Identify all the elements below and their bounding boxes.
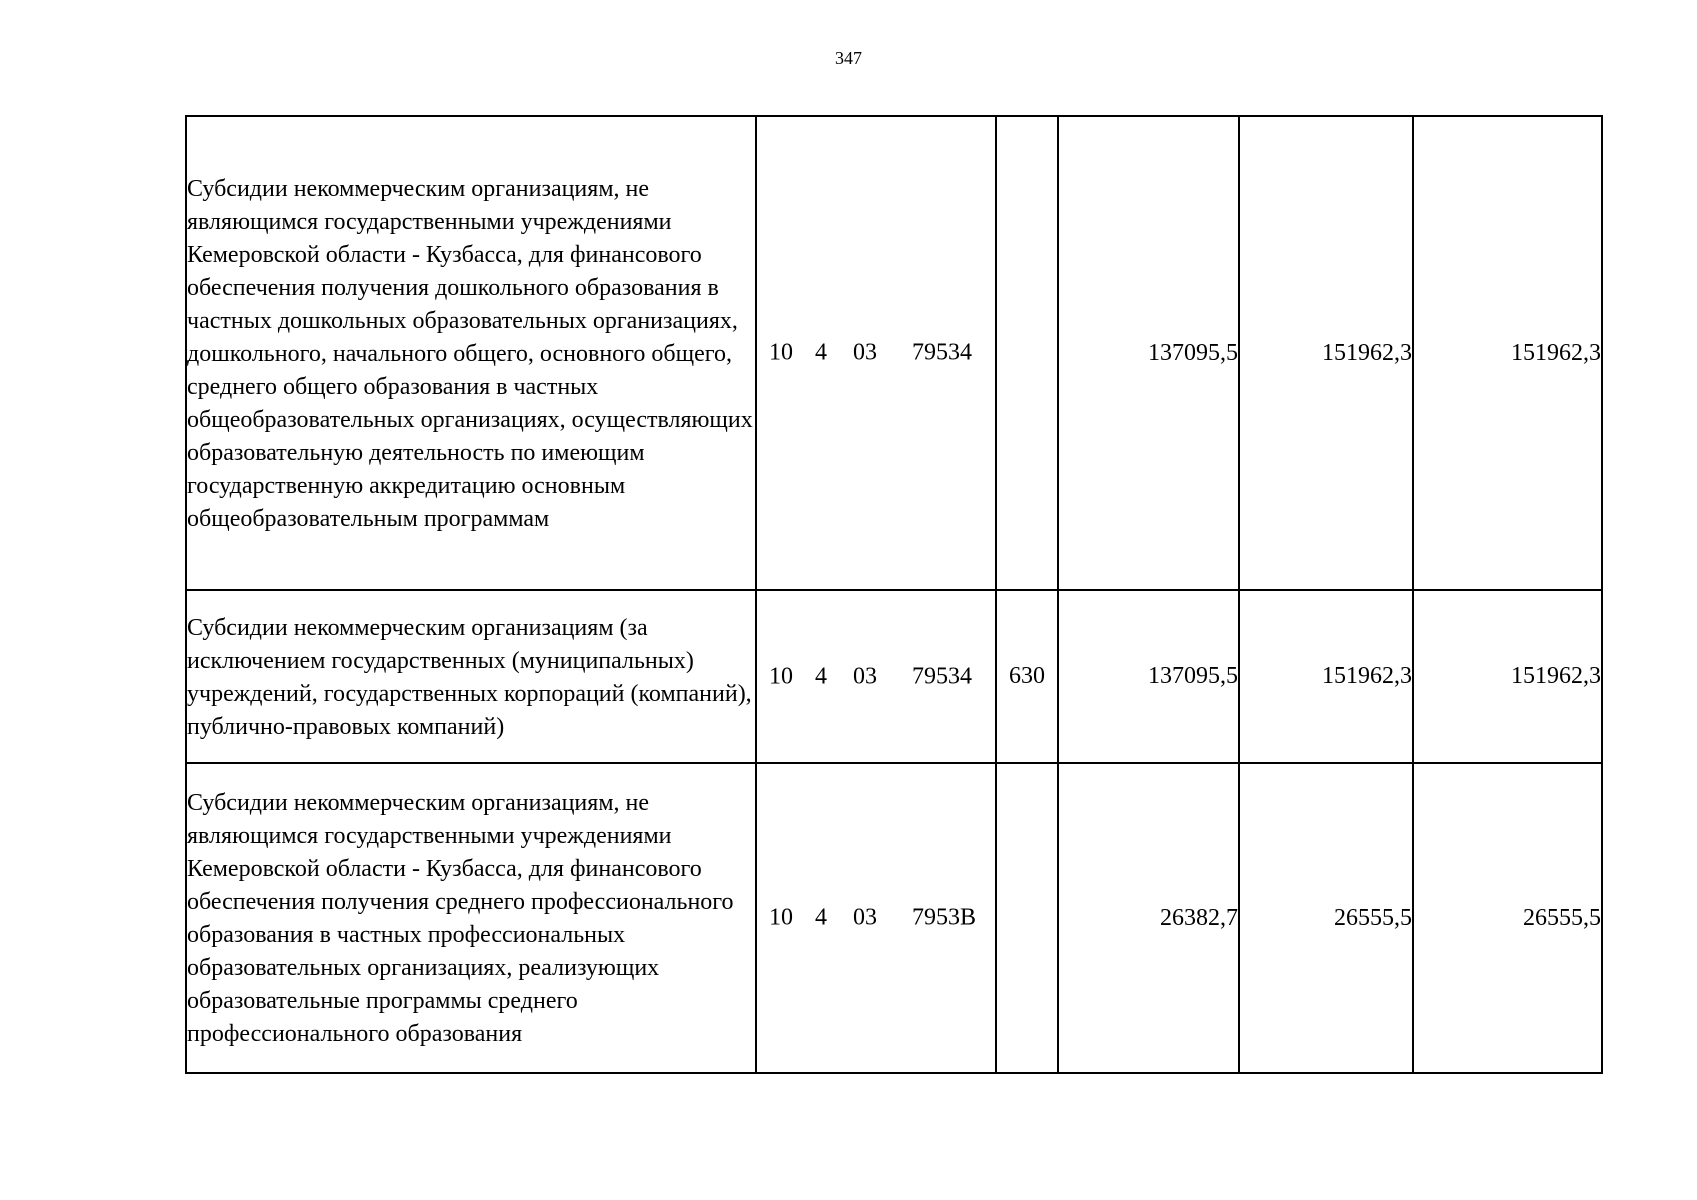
section-code: 10 (769, 339, 793, 366)
table-row (186, 116, 1602, 590)
direction-code: 79534 (912, 339, 972, 366)
section-code: 10 (769, 904, 793, 931)
program-code: 03 (853, 339, 877, 366)
row-description: Субсидии некоммерческим организациям (за исключением государственных (муниципальных) учреждений, государственных корпораций (компаний), публично-правовых компаний) (186, 590, 756, 763)
amount-year-1: 137095,5 (1058, 116, 1239, 590)
row-description: Субсидии некоммерческим организациям, не являющимся государственными учреждениями Кемеровской области - Кузбасса, для финансового обеспечения получения среднего профессионального образования в частных профессиональных образовательных организациях, реализующих образовательные программы среднего профессионального образования (186, 763, 756, 1073)
amount-year-1: 26382,7 (1058, 763, 1239, 1073)
subsection-code: 4 (815, 904, 827, 931)
subsection-code: 4 (815, 663, 827, 689)
direction-code: 79534 (912, 663, 972, 689)
amount-year-3: 26555,5 (1413, 763, 1602, 1073)
expense-type (996, 763, 1058, 1073)
budget-table (185, 115, 1603, 1074)
subsection-code: 4 (815, 339, 827, 366)
expense-type: 630 (996, 590, 1058, 763)
row-description: Субсидии некоммерческим организациям, не являющимся государственными учреждениями Кемеровской области - Кузбасса, для финансового обеспечения получения дошкольного образования в частных дошкольных образовательных организациях, дошкольного, начального общего, основного общего, среднего общего образования в частных общеобразовательных организациях, осуществляющих образовательную деятельность по имеющим государственную аккредитацию основным общеобразовательным программам (186, 116, 756, 590)
program-code: 03 (853, 904, 877, 931)
amount-year-2: 151962,3 (1239, 116, 1413, 590)
direction-code: 7953В (912, 904, 977, 931)
row-codes (756, 116, 996, 590)
amount-year-2: 26555,5 (1239, 763, 1413, 1073)
amount-year-3: 151962,3 (1413, 116, 1602, 590)
table-row (186, 590, 1602, 763)
amount-year-2: 151962,3 (1239, 590, 1413, 763)
expense-type (996, 116, 1058, 590)
amount-year-1: 137095,5 (1058, 590, 1239, 763)
program-code: 03 (853, 663, 877, 689)
table-row (186, 763, 1602, 1073)
page-number: 347 (835, 48, 862, 68)
row-codes (756, 590, 996, 763)
section-code: 10 (769, 663, 793, 689)
row-codes (756, 763, 996, 1073)
amount-year-3: 151962,3 (1413, 590, 1602, 763)
